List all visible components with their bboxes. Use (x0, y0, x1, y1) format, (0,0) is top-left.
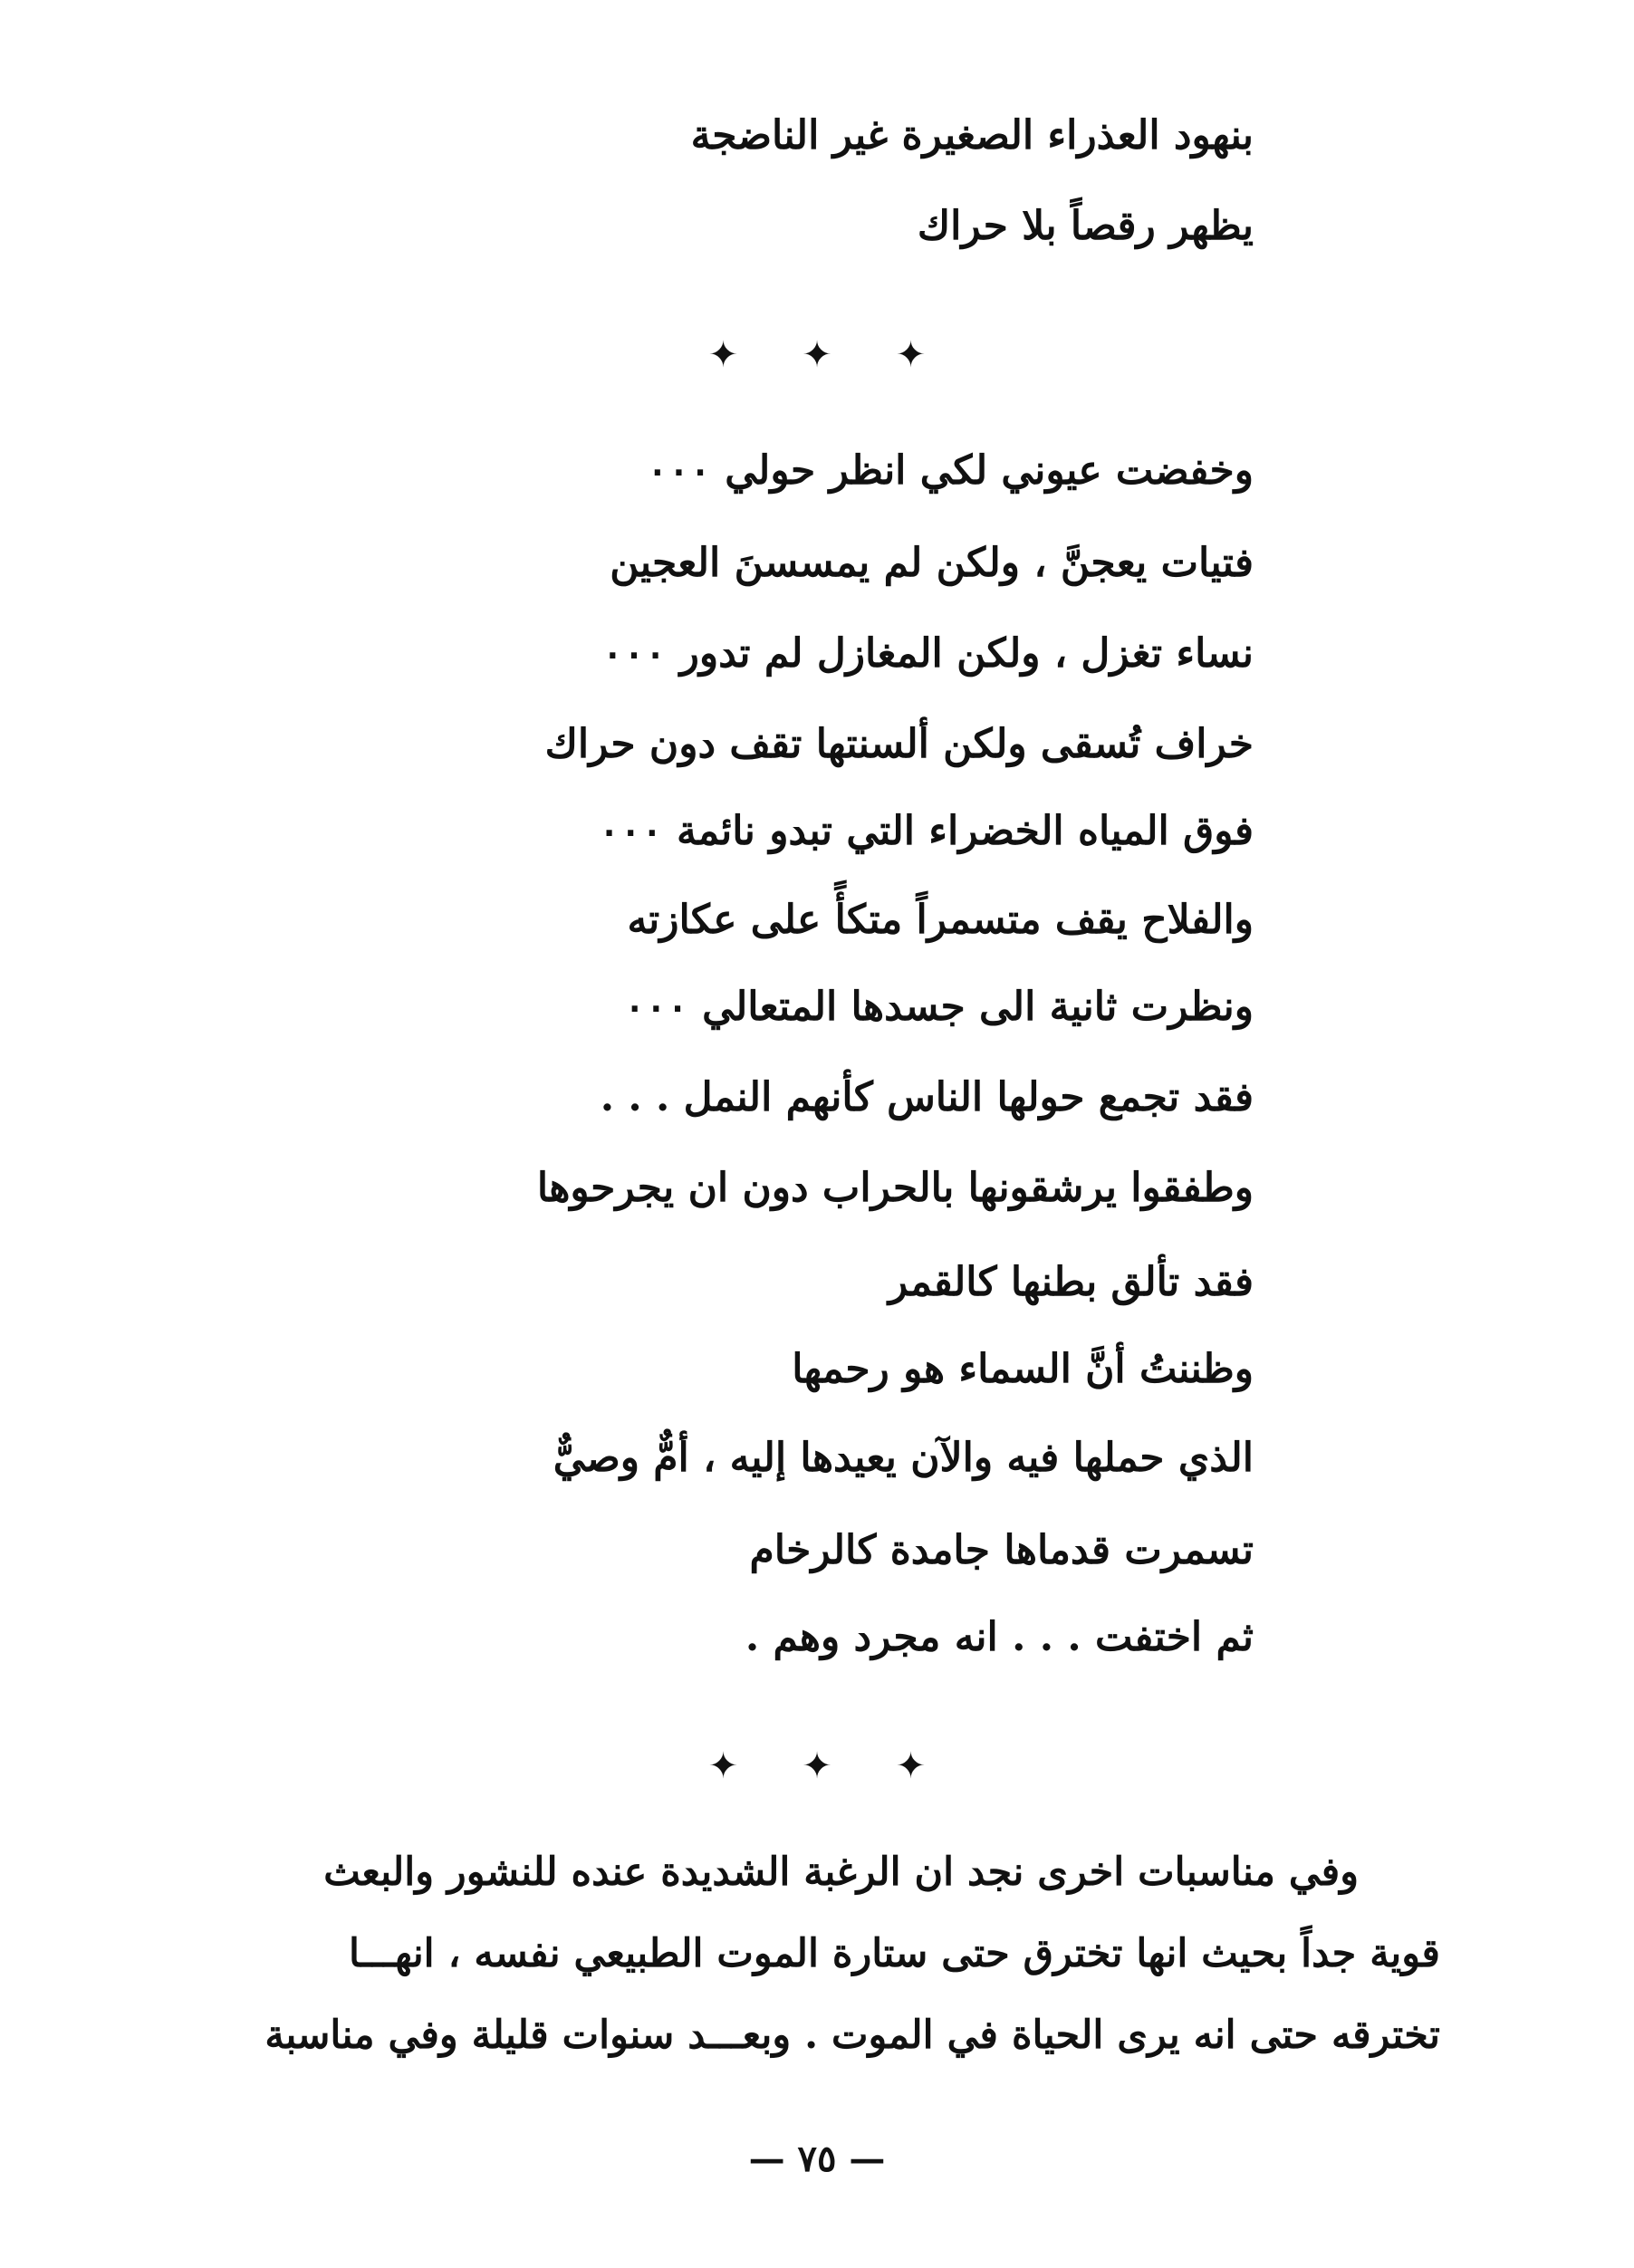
verse-line: تسمرت قدماها جامدة كالرخام (749, 1527, 1254, 1573)
verse-line: فوق المياه الخضراء التي تبدو نائمة ٠٠٠ (598, 808, 1254, 854)
verse-line: نساء تغزل ، ولكن المغازل لم تدور ٠٠٠ (601, 630, 1254, 677)
verse-line: وظننتُ أنَّ السماء هو رحمها (792, 1346, 1254, 1392)
ornament-divider (0, 1745, 1634, 1787)
paragraph-line: تخترقه حتى انه يرى الحياة في الموت . وبعـــد سنوات قليلة وفي مناسبة (264, 2013, 1440, 2058)
verse-line: فقد تجمع حولها الناس كأنهم النمل . . . (600, 1074, 1254, 1120)
ornament-icon: ✦ (707, 1745, 803, 1787)
paragraph-line: قوية جداً بحيث انها تخترق حتى ستارة الموت الطبيعي نفسه ، انهـــا (348, 1931, 1440, 1976)
verse-line: يظهر رقصاً بلا حراك (917, 203, 1254, 249)
verse-line: ونظرت ثانية الى جسدها المتعالي ٠٠٠ (623, 984, 1254, 1030)
ornament-icon: ✦ (802, 334, 896, 376)
verse-line: وطفقوا يرشقونها بالحراب دون ان يجرحوها (536, 1165, 1254, 1211)
verse-line: والفلاح يقف متسمراً متكأً على عكازته (627, 897, 1254, 943)
verse-line: فتيات يعجنَّ ، ولكن لم يمسسنَ العجين (610, 540, 1254, 586)
ornament-divider (0, 334, 1634, 376)
verse-line: بنهود العذراء الصغيرة غير الناضجة (690, 112, 1254, 159)
ornament-icon: ✦ (707, 334, 803, 376)
ornament-icon: ✦ (895, 334, 990, 376)
verse-line: الذي حملها فيه والآن يعيدها إليه ، أمٌّ وصيٌّ (553, 1435, 1254, 1481)
ornament-icon: ✦ (802, 1745, 896, 1787)
paragraph-line: وفي مناسبات اخرى نجد ان الرغبة الشديدة عنده للنشور والبعث (323, 1850, 1359, 1895)
page-number: — ٧٥ — (748, 2138, 886, 2180)
ornament-icon: ✦ (895, 1745, 990, 1787)
verse-line: وخفضت عيوني لكي انظر حولي ٠٠٠ (647, 447, 1254, 494)
verse-line: خراف تُسقى ولكن ألسنتها تقف دون حراك (544, 721, 1254, 767)
verse-line: فقد تألق بطنها كالقمر (888, 1259, 1254, 1305)
verse-line: ثم اختفت . . . انه مجرد وهم . (745, 1614, 1254, 1660)
